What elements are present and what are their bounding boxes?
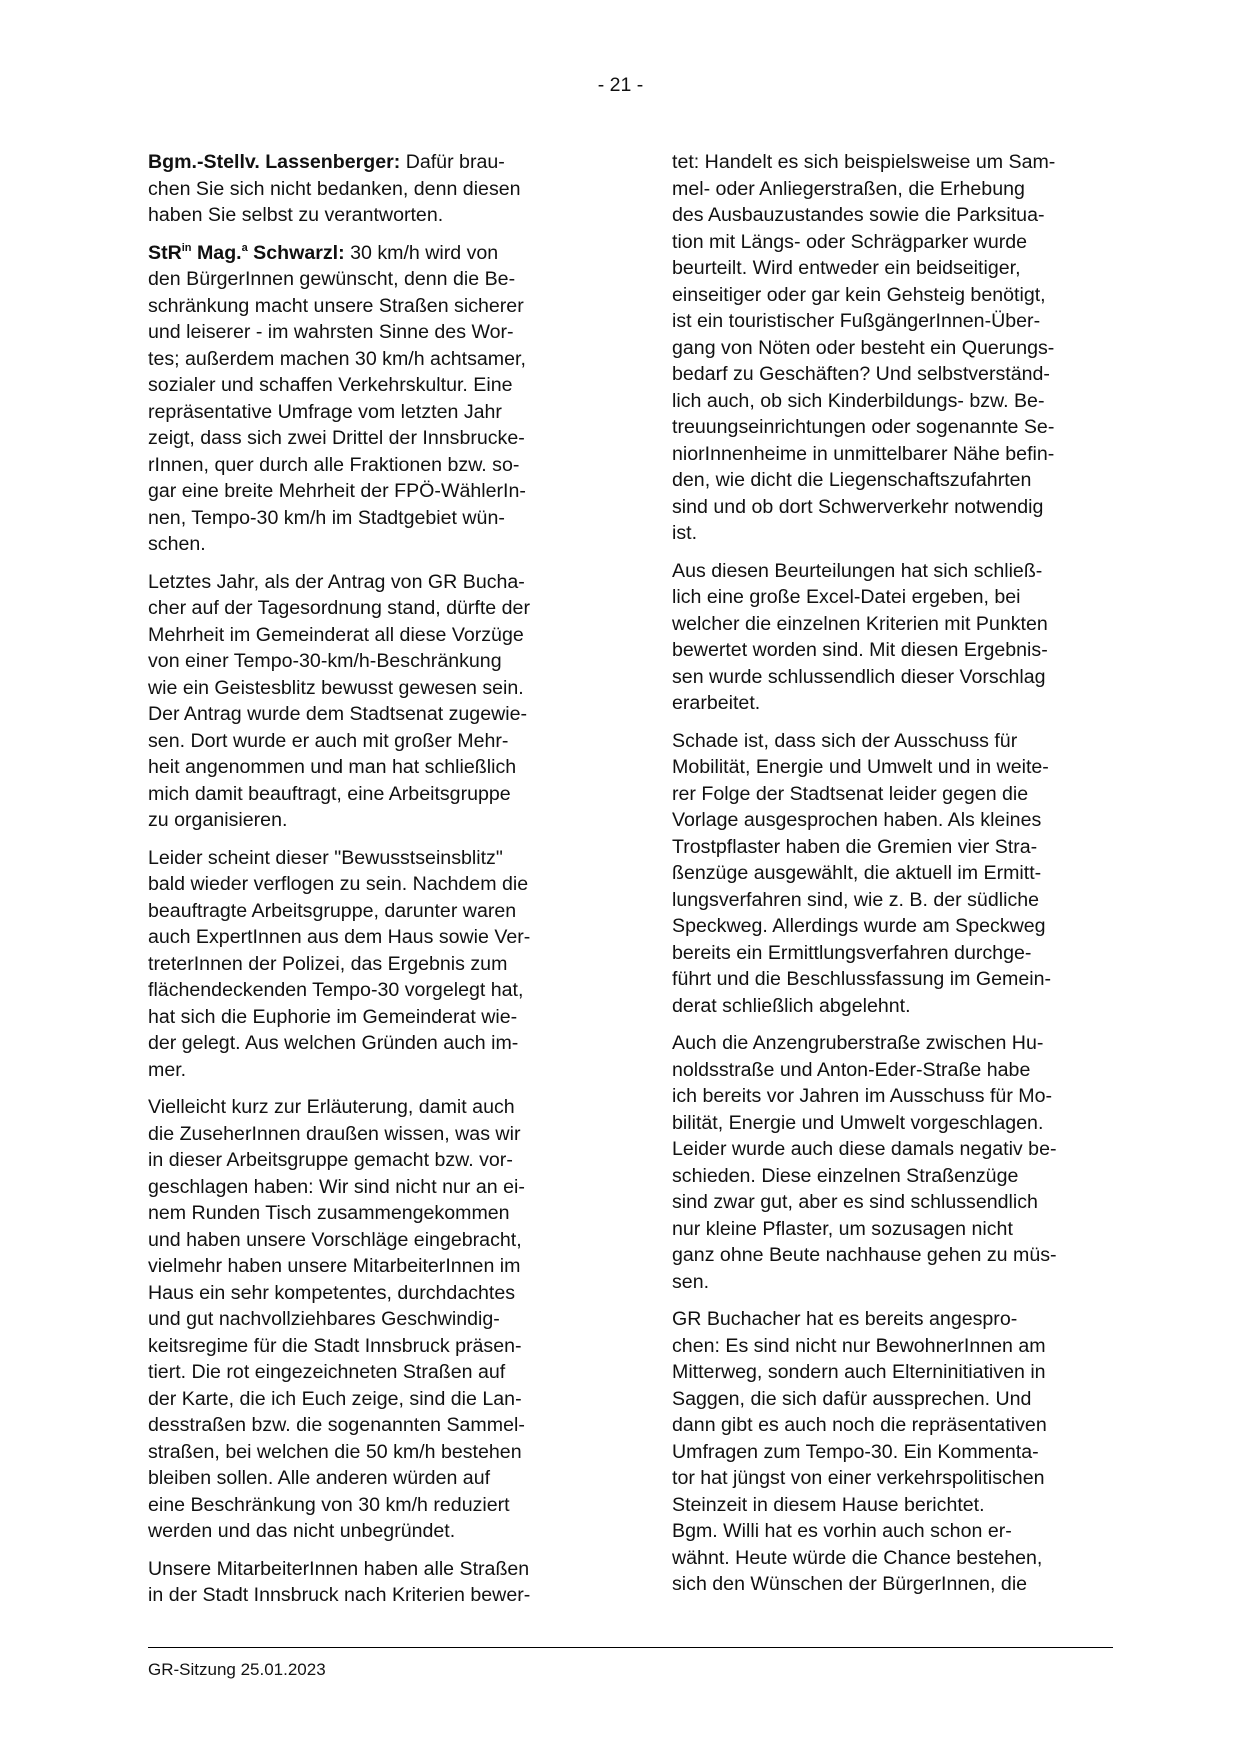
text-line-content: wähnt. Heute würde die Chance bestehen,	[672, 1546, 1043, 1569]
text-line	[148, 781, 608, 808]
text-line-content: lich eine große Excel-Datei ergeben, bei	[672, 586, 1021, 608]
text-line-content: sich den Wünschen der BürgerInnen, die	[672, 1573, 1028, 1595]
speaker-name-part: a	[241, 241, 248, 254]
text-line-content: Dafür brau-	[400, 151, 505, 173]
text-line-content: Unsere MitarbeiterInnen haben alle Straßen	[148, 1557, 530, 1580]
text-line-content: sen. Dort wurde er auch mit großer Mehr-	[148, 729, 509, 752]
paragraph	[672, 558, 1132, 717]
text-line	[148, 807, 608, 834]
paragraph	[672, 728, 1132, 1020]
text-line-content: sen wurde schlussendlich dieser Vorschlag	[672, 665, 1046, 688]
text-line-content: mer.	[148, 1058, 187, 1081]
text-line	[148, 924, 608, 951]
text-line	[148, 202, 608, 229]
text-line-content: Bgm. Willi hat es vorhin auch schon er-	[672, 1520, 1012, 1542]
text-line	[148, 266, 608, 293]
text-line	[672, 1163, 1132, 1190]
text-line	[672, 1030, 1132, 1057]
text-line-content: zu organisieren.	[148, 809, 288, 831]
text-line	[148, 1333, 608, 1360]
text-line-content: schen.	[148, 533, 206, 555]
text-line-content: nur kleine Pflaster, um sozusagen nicht	[672, 1217, 1013, 1240]
text-line-content: Vielleicht kurz zur Erläuterung, damit auch	[148, 1096, 515, 1118]
text-line-content: flächendeckenden Tempo-30 vorgelegt hat,	[148, 979, 524, 1001]
text-line	[148, 1227, 608, 1254]
text-line-content: schränkung macht unsere Straßen sicherer	[148, 294, 524, 317]
text-line	[672, 1439, 1132, 1466]
text-line-content: und gut nachvollziehbares Geschwindig-	[148, 1308, 500, 1330]
text-line-content: Steinzeit in diesem Hause berichtet.	[672, 1493, 985, 1516]
text-line	[148, 977, 608, 1004]
text-line	[672, 361, 1132, 388]
text-line-content: eine Beschränkung von 30 km/h reduziert	[148, 1493, 510, 1516]
text-line-content: auch ExpertInnen aus dem Haus sowie Ver-	[148, 926, 531, 948]
text-line-content: keitsregime für die Stadt Innsbruck präsen-	[148, 1334, 522, 1357]
text-line	[148, 871, 608, 898]
text-line	[672, 611, 1132, 638]
paragraph	[148, 240, 608, 558]
text-line	[672, 1465, 1132, 1492]
text-line-content: GR Buchacher hat es bereits angespro-	[672, 1308, 1018, 1330]
text-line	[672, 308, 1132, 335]
text-line-content: Mobilität, Energie und Umwelt und in weite-	[672, 756, 1049, 778]
text-line-content: derat schließlich abgelehnt.	[672, 994, 911, 1017]
text-line-content: tet: Handelt es sich beispielsweise um Sam-	[672, 151, 1056, 173]
footer-text: GR-Sitzung 25.01.2023	[148, 1660, 326, 1679]
text-line	[672, 335, 1132, 362]
text-line-content: den BürgerInnen gewünscht, denn die Be-	[148, 268, 516, 290]
text-line	[148, 951, 608, 978]
text-line-content: lungsverfahren sind, wie z. B. der südliche	[672, 888, 1040, 911]
text-line	[672, 1412, 1132, 1439]
text-line-content: welcher die einzelnen Kriterien mit Punkten	[672, 612, 1048, 635]
text-line-content: tiert. Die rot eingezeichneten Straßen auf	[148, 1361, 506, 1383]
text-line	[148, 293, 608, 320]
text-line-content: der gelegt. Aus welchen Gründen auch im-	[148, 1032, 519, 1054]
text-line	[672, 558, 1132, 585]
text-line-content: noldsstraße und Anton-Eder-Straße habe	[672, 1058, 1031, 1081]
text-line-content: und leiserer - im wahrsten Sinne des Wor-	[148, 321, 514, 343]
text-line	[148, 1412, 608, 1439]
text-line-content: wie ein Geistesblitz bewusst gewesen sein.	[148, 676, 524, 699]
text-line-content: Leider scheint dieser "Bewusstseinsblitz"	[148, 846, 503, 869]
speaker-name-part: Schwarzl:	[247, 241, 345, 264]
text-line-content: bedarf zu Geschäften? Und selbstverständ-	[672, 363, 1050, 385]
text-line-content: niorInnenheime in unmittelbarer Nähe befin-	[672, 442, 1055, 465]
text-line	[148, 845, 608, 872]
text-line	[672, 1386, 1132, 1413]
text-line	[672, 176, 1132, 203]
text-line	[672, 282, 1132, 309]
text-line	[672, 754, 1132, 781]
text-line	[672, 966, 1132, 993]
text-line-content: bleiben sollen. Alle anderen würden auf	[148, 1467, 491, 1489]
text-line	[672, 229, 1132, 256]
text-line	[672, 1545, 1132, 1572]
text-line-content: mel- oder Anliegerstraßen, die Erhebung	[672, 177, 1025, 200]
speaker-name: Bgm.-Stellv. Lassenberger:	[148, 151, 401, 173]
text-line	[672, 520, 1132, 547]
text-line-content: ganz ohne Beute nachhause gehen zu müs-	[672, 1244, 1057, 1266]
text-line	[148, 346, 608, 373]
text-line-content: von einer Tempo-30-km/h-Beschränkung	[148, 650, 502, 672]
text-line	[148, 595, 608, 622]
text-line-content: Saggen, die sich dafür aussprechen. Und	[672, 1387, 1032, 1410]
text-line-content: bilität, Energie und Umwelt vorgeschlagen.	[672, 1111, 1044, 1134]
text-line-content: sind und ob dort Schwerverkehr notwendig	[672, 495, 1044, 518]
text-line-content: Mitterweg, sondern auch Elterninitiativen in	[672, 1361, 1046, 1383]
paragraph	[672, 149, 1132, 547]
speaker-name	[148, 242, 345, 264]
text-line-content: Mehrheit im Gemeinderat all diese Vorzüge	[148, 623, 524, 646]
text-line	[148, 1174, 608, 1201]
text-line	[672, 1492, 1132, 1519]
text-line	[672, 1216, 1132, 1243]
text-line	[672, 728, 1132, 755]
text-line-content: rer Folge der Stadtsenat leider gegen die	[672, 782, 1029, 805]
text-line-content: tes; außerdem machen 30 km/h achtsamer,	[148, 347, 526, 370]
text-line-content: und haben unsere Vorschläge eingebracht,	[148, 1228, 522, 1251]
text-line	[672, 255, 1132, 282]
right-column	[672, 149, 1132, 1609]
text-line	[672, 1242, 1132, 1269]
text-line	[672, 1110, 1132, 1137]
paragraph	[148, 1556, 608, 1609]
text-line	[148, 478, 608, 505]
speaker-name-part: in	[181, 241, 192, 254]
text-line	[148, 1492, 608, 1519]
text-line-content: cher auf der Tagesordnung stand, dürfte der	[148, 597, 530, 619]
text-line-content: ßenzüge ausgewählt, die aktuell im Ermitt-	[672, 862, 1042, 884]
text-line	[148, 319, 608, 346]
text-line	[148, 240, 608, 267]
text-line	[672, 1518, 1132, 1545]
text-line-content: sozialer und schaffen Verkehrskultur. Eine	[148, 374, 513, 396]
text-line-content: chen Sie sich nicht bedanken, denn diesen	[148, 177, 521, 200]
text-line-content: sen.	[672, 1270, 710, 1293]
text-line-content: der Karte, die ich Euch zeige, sind die Lan-	[148, 1387, 522, 1410]
text-line-content: führt und die Beschlussfassung im Gemein-	[672, 968, 1051, 990]
text-line	[148, 622, 608, 649]
text-line-content: mich damit beauftragt, eine Arbeitsgruppe	[148, 782, 511, 805]
speaker-name-part: Mag.	[191, 241, 242, 264]
paragraph	[148, 1094, 608, 1545]
text-line	[672, 149, 1132, 176]
text-line	[672, 834, 1132, 861]
text-line	[672, 1333, 1132, 1360]
text-line	[672, 1306, 1132, 1333]
text-line-content: heit angenommen und man hat schließlich	[148, 756, 517, 778]
text-line	[672, 467, 1132, 494]
text-line	[672, 1189, 1132, 1216]
text-line-content: bereits ein Ermittlungsverfahren durchge-	[672, 941, 1032, 964]
text-line-content: Trostpflaster haben die Gremien vier Stra-	[672, 835, 1038, 858]
paragraph	[672, 1306, 1132, 1598]
text-line	[672, 690, 1132, 717]
text-line-content: 30 km/h wird von	[344, 241, 499, 264]
paragraph	[148, 845, 608, 1084]
text-line-content: sind zwar gut, aber es sind schlussendlich	[672, 1191, 1038, 1213]
text-line-content: Schade ist, dass sich der Ausschuss für	[672, 729, 1018, 752]
paragraph	[148, 149, 608, 229]
text-line	[148, 1359, 608, 1386]
text-line	[672, 441, 1132, 468]
text-line-content: geschlagen haben: Wir sind nicht nur an ei-	[148, 1175, 525, 1198]
footer-divider	[148, 1647, 1113, 1648]
text-line	[148, 1147, 608, 1174]
text-line	[672, 913, 1132, 940]
text-line	[148, 754, 608, 781]
text-line	[672, 388, 1132, 415]
text-line	[148, 1582, 608, 1609]
text-line	[672, 202, 1132, 229]
text-line	[148, 1439, 608, 1466]
text-line-content: zeigt, dass sich zwei Drittel der Innsbrucke-	[148, 427, 525, 449]
text-line	[148, 898, 608, 925]
text-line-content: treuungseinrichtungen oder sogenannte Se-	[672, 416, 1055, 438]
text-line	[148, 399, 608, 426]
text-line	[148, 1253, 608, 1280]
text-line	[672, 637, 1132, 664]
text-line	[148, 569, 608, 596]
text-line-content: die ZuseherInnen draußen wissen, was wir	[148, 1122, 521, 1145]
text-line	[672, 664, 1132, 691]
text-line-content: rInnen, quer durch alle Fraktionen bzw. so-	[148, 453, 520, 476]
text-line	[672, 860, 1132, 887]
text-line-content: treterInnen der Polizei, das Ergebnis zum	[148, 952, 508, 975]
paragraph	[148, 569, 608, 834]
text-line-content: beurteilt. Wird entweder ein beidseitiger,	[672, 257, 1021, 279]
text-line	[672, 1359, 1132, 1386]
speaker-name-part: StR	[148, 241, 182, 264]
text-line-content: desstraßen bzw. die sogenannten Sammel-	[148, 1414, 525, 1436]
text-line-content: nen, Tempo-30 km/h im Stadtgebiet wün-	[148, 506, 505, 529]
text-line	[148, 728, 608, 755]
text-line	[148, 1280, 608, 1307]
text-line-content: repräsentative Umfrage vom letzten Jahr	[148, 400, 502, 423]
text-line-content: tor hat jüngst von einer verkehrspolitischen	[672, 1467, 1045, 1489]
text-line-content: des Ausbauzustandes sowie die Parksitua-	[672, 204, 1045, 226]
text-line	[672, 584, 1132, 611]
text-line	[672, 414, 1132, 441]
text-line	[148, 1518, 608, 1545]
text-line	[148, 1057, 608, 1084]
text-line-content: schieden. Diese einzelnen Straßenzüge	[672, 1164, 1019, 1187]
text-line	[672, 1571, 1132, 1598]
text-line	[148, 531, 608, 558]
text-line	[148, 675, 608, 702]
text-line	[672, 781, 1132, 808]
text-line-content: Letztes Jahr, als der Antrag von GR Bucha-	[148, 570, 525, 593]
text-line	[672, 807, 1132, 834]
paragraph	[672, 1030, 1132, 1295]
text-line	[672, 494, 1132, 521]
text-line	[672, 1269, 1132, 1296]
text-line-content: Speckweg. Allerdings wurde am Speckweg	[672, 915, 1046, 937]
text-line-content: bald wieder verflogen zu sein. Nachdem die	[148, 873, 529, 895]
text-line-content: Der Antrag wurde dem Stadtsenat zugewie-	[148, 703, 528, 725]
text-line	[148, 1465, 608, 1492]
text-line-content: Umfragen zum Tempo-30. Ein Kommenta-	[672, 1440, 1039, 1463]
text-line-content: Haus ein sehr kompetentes, durchdachtes	[148, 1281, 516, 1304]
left-column	[148, 149, 608, 1620]
text-line	[148, 149, 608, 176]
text-line-content: nem Runden Tisch zusammengekommen	[148, 1202, 510, 1224]
text-line-content: vielmehr haben unsere MitarbeiterInnen im	[148, 1255, 521, 1277]
text-line-content: werden und das nicht unbegründet.	[148, 1520, 456, 1542]
text-line	[148, 1556, 608, 1583]
page-number: - 21 -	[597, 74, 644, 96]
text-line-content: ist.	[672, 522, 698, 544]
text-line-content: ist ein touristischer FußgängerInnen-Über-	[672, 310, 1041, 332]
text-line-content: Aus diesen Beurteilungen hat sich schließ-	[672, 559, 1043, 582]
text-line-content: Leider wurde auch diese damals negativ be-	[672, 1138, 1057, 1160]
text-line	[148, 425, 608, 452]
text-line-content: beauftragte Arbeitsgruppe, darunter waren	[148, 899, 517, 922]
text-line	[148, 176, 608, 203]
text-line-content: gang von Nöten oder besteht ein Querungs-	[672, 336, 1055, 359]
text-line-content: den, wie dicht die Liegenschaftszufahrten	[672, 469, 1032, 491]
text-line	[148, 1004, 608, 1031]
text-line-content: Auch die Anzengruberstraße zwischen Hu-	[672, 1032, 1044, 1054]
text-line	[672, 1083, 1132, 1110]
text-line	[148, 1306, 608, 1333]
text-line	[148, 1030, 608, 1057]
text-line-content: in der Stadt Innsbruck nach Kriterien bewer-	[148, 1584, 531, 1606]
text-line-content: hat sich die Euphorie im Gemeinderat wie-	[148, 1005, 518, 1028]
text-line-content: lich auch, ob sich Kinderbildungs- bzw. Be-	[672, 389, 1045, 412]
text-line-content: dann gibt es auch noch die repräsentativen	[672, 1414, 1047, 1436]
text-line-content: tion mit Längs- oder Schrägparker wurde	[672, 230, 1028, 253]
text-line-content: ich bereits vor Jahren im Ausschuss für Mo-	[672, 1085, 1053, 1107]
text-line	[148, 505, 608, 532]
text-line	[672, 887, 1132, 914]
text-line	[672, 1136, 1132, 1163]
text-line-content: einseitiger oder gar kein Gehsteig benötigt,	[672, 283, 1046, 306]
text-line-content: Vorlage ausgesprochen haben. Als kleines	[672, 809, 1042, 831]
text-line-content: in dieser Arbeitsgruppe gemacht bzw. vor-	[148, 1149, 513, 1171]
text-line-content: haben Sie selbst zu verantworten.	[148, 204, 444, 226]
text-line-content: erarbeitet.	[672, 692, 761, 714]
text-line-content: gar eine breite Mehrheit der FPÖ-WählerIn-	[148, 480, 526, 502]
text-line	[672, 1057, 1132, 1084]
text-line	[672, 940, 1132, 967]
text-line	[672, 993, 1132, 1020]
text-line	[148, 701, 608, 728]
text-line	[148, 1094, 608, 1121]
text-line-content: chen: Es sind nicht nur BewohnerInnen am	[672, 1334, 1046, 1357]
text-line	[148, 1200, 608, 1227]
text-line	[148, 648, 608, 675]
text-line-content: bewertet worden sind. Mit diesen Ergebnis-	[672, 639, 1048, 661]
text-line	[148, 1121, 608, 1148]
text-line	[148, 1386, 608, 1413]
text-line	[148, 452, 608, 479]
text-line-content: straßen, bei welchen die 50 km/h bestehen	[148, 1440, 522, 1463]
text-line	[148, 372, 608, 399]
